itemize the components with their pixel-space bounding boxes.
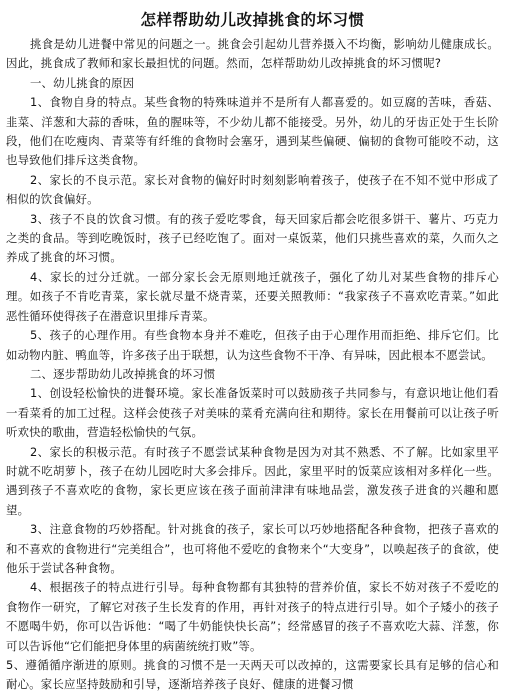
cause-paragraph-2: 2、家长的不良示范。家长对食物的偏好时时刻刻影响着孩子，使孩子在不知不觉中形成了相似的饮食偏好。 (6, 172, 499, 207)
solution-paragraph-4: 4、根据孩子的特点进行引导。每种食物都有其独特的营养价值，家长不妨对孩子不爱吃的食物作一研究，了解它对孩子生长发育的作用，再针对孩子的特点进行引导。如个子矮小的孩子不愿喝牛奶，你可以告诉他：“喝了牛奶能快快长高”；经常感冒的孩子不喜欢吃大蒜、洋葱，你可以告诉他“它们能把身体里的病菌统统打败”等。 (6, 580, 499, 653)
solution-paragraph-2: 2、家长的积极示范。有时孩子不愿尝试某种食物是因为对其不熟悉、不了解。比如家里平时就不吃胡萝卜，孩子在幼儿园吃时大多会排斥。因此，家里平时的饭菜应该相对多样化一些。遇到孩子不喜欢吃的食物，家长更应该在孩子面前津津有味地品尝，激发孩子进食的兴趣和愿望。 (6, 444, 499, 517)
document-title: 怎样帮助幼儿改掉挑食的坏习惯 (140, 11, 365, 29)
intro-paragraph: 挑食是幼儿进餐中常见的问题之一。挑食会引起幼儿营养摄入不均衡，影响幼儿健康成长。因此，挑食成了教师和家长最担忧的问题。然而，怎样帮助幼儿改掉挑食的坏习惯呢? (6, 37, 499, 71)
solution-paragraph-1: 1、创设轻松愉快的进餐环境。家长准备饭菜时可以鼓励孩子共同参与，有意识地让他们看一看菜肴的加工过程。这样会使孩子对美味的菜肴充满向往和期待。家长在用餐前可以让孩子听听欢快的歌曲，营造轻松愉快的气氛。 (6, 386, 499, 440)
section-heading-solutions: 二、逐步帮助幼儿改掉挑食的坏习惯 (29, 366, 216, 381)
cause-paragraph-1: 1、食物自身的特点。某些食物的特殊味道并不是所有人都喜爱的。如豆腐的苦味，香菇、韭菜、洋葱和大蒜的香味，鱼的腥味等，不少幼儿都不能接受。另外，幼儿的牙齿正处于生长阶段，他们在吃瘦肉、青菜等有纤维的食物时会塞牙，遇到某些偏硬、偏韧的食物可能咬不动，这也导致他们排斥这类食物。 (6, 95, 499, 168)
cause-paragraph-4: 4、家长的过分迁就。一部分家长会无原则地迁就孩子，强化了幼儿对某些食物的排斥心理。如孩子不肯吃青菜，家长就尽量不烧青菜，还要关照教师：“我家孩子不喜欢吃青菜。”如此恶性循环使得孩子在潜意识里排斥青菜。 (6, 269, 499, 323)
cause-paragraph-3: 3、孩子不良的饮食习惯。有的孩子爱吃零食，每天回家后都会吃很多饼干、薯片、巧克力之类的食品。等到吃晚饭时，孩子已经吃饱了。面对一桌饭菜，他们只挑些喜欢的菜，久而久之养成了挑食的坏习惯。 (6, 211, 499, 265)
solution-paragraph-5: 5、遵循循序渐进的原则。挑食的习惯不是一天两天可以改掉的，这需要家长具有足够的信心和耐心。家长应坚持鼓励和引导，逐渐培养孩子良好、健康的进餐习惯 (6, 658, 499, 692)
solution-paragraph-3: 3、注意食物的巧妙搭配。针对挑食的孩子，家长可以巧妙地搭配各种食物，把孩子喜欢的和不喜欢的食物进行“完美组合”，也可将他不爱吃的食物来个“大变身”，以唤起孩子的食欲，使他乐于尝试各种食物。 (6, 522, 499, 575)
cause-paragraph-5: 5、孩子的心理作用。有些食物本身并不难吃，但孩子由于心理作用而拒绝、排斥它们。比如动物内脏、鸭血等，许多孩子出于联想，认为这些食物不干净、有异味，因此根本不愿尝试。 (6, 328, 499, 362)
section-heading-causes: 一、幼儿挑食的原因 (29, 75, 135, 90)
